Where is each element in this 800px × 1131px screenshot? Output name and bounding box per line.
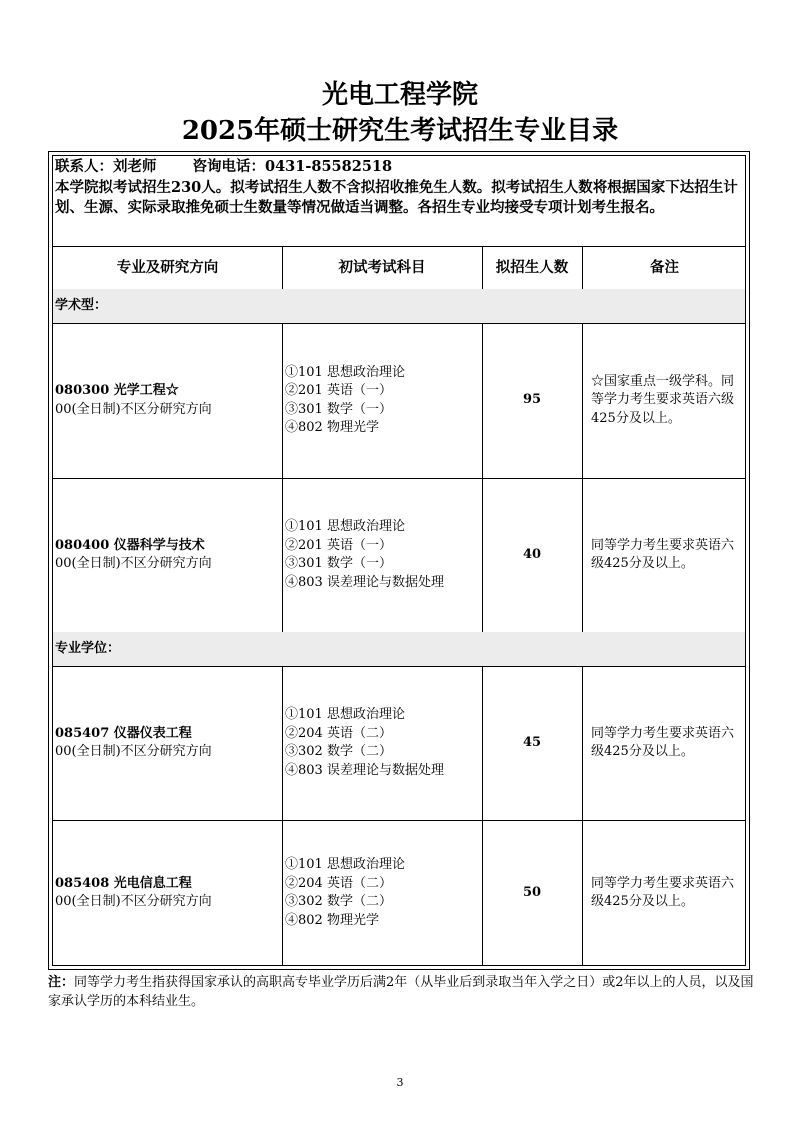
subject-item: ③301 数学（一） [285,401,392,417]
note-text: 同等学力考生要求英语六级425分及以上。 [591,725,735,759]
major-direction: 00(全日制)不区分研究方向 [55,556,212,571]
footnote [48,973,754,1011]
column-line [582,666,583,966]
table-row-major [55,820,280,966]
subject-item: ④802 物理光学 [285,912,379,928]
subject-item: ③301 数学（一） [285,556,392,571]
contact-phone: 咨询电话：0431-85582518 [192,158,393,175]
intro-block [55,157,747,219]
subject-item: ③302 数学（二） [285,894,392,909]
table-row-major [55,666,280,820]
subject-item: ④803 误差理论与数据处理 [285,762,444,778]
table-row-major [55,323,280,478]
page-title: 光电工程学院 [321,80,478,110]
intro-text: 本学院拟考试招生230人。拟考试招生人数不含拟招收推免生人数。拟考试招生人数将根据国家下达招生计划、生源、实际录取推免硕士生数量等情况做适当调整。各招生专业均接受专项计划考生报名。 [55,178,738,216]
enrollment-count: 95 [522,392,542,408]
major-name: 080300 光学工程☆ [55,383,179,398]
note-text: 同等学力考生要求英语六级425分及以上。 [591,875,735,909]
header-count: 拟招生人数 [495,259,569,276]
major-direction: 00(全日制)不区分研究方向 [55,894,212,909]
table-row-note [591,666,743,820]
subject-item: ②201 英语（一） [285,383,392,398]
subject-item: ②204 英语（二） [285,725,392,741]
major-name: 085407 仪器仪表工程 [55,725,192,741]
major-direction: 00(全日制)不区分研究方向 [55,401,212,417]
footnote-label: 注： [48,975,75,990]
table-row-subjects [285,820,480,966]
major-name: 080400 仪器科学与技术 [55,537,205,553]
subject-item: ①101 思想政治理论 [285,364,405,380]
contact-person: 联系人：刘老师 [55,158,157,175]
subject-item: ④802 物理光学 [285,420,379,435]
note-text: 同等学力考生要求英语六级425分及以上。 [591,537,735,571]
catalog-table [52,155,746,966]
subject-item: ①101 思想政治理论 [285,519,405,534]
major-direction: 00(全日制)不区分研究方向 [55,744,212,759]
enrollment-count: 45 [522,734,542,750]
column-line [282,666,283,966]
table-row-major [55,478,280,632]
table-row-subjects [285,666,480,820]
subject-item: ③302 数学（二） [285,744,392,759]
header-subjects: 初试考试科目 [338,259,426,276]
subject-item: ②201 英语（一） [285,537,392,553]
footnote-text: 同等学力考生指获得国家承认的高职高专毕业学历后满2年（从毕业后到录取当年入学之日）或2年以上的人员，以及国家承认学历的本科结业生。 [48,975,754,1009]
section-band-professional [53,632,745,666]
contact-line [55,157,747,178]
note-text: ☆国家重点一级学科。同等学力考生要求英语六级425分及以上。 [591,373,735,426]
enrollment-count: 50 [522,884,542,900]
column-line [282,323,283,632]
table-row-subjects [285,323,480,478]
table-row-note [591,820,743,966]
catalog-table-frame [48,151,750,970]
major-name: 085408 光电信息工程 [55,875,192,891]
header-note: 备注 [650,259,679,276]
table-row-subjects [285,478,480,632]
subject-item: ①101 思想政治理论 [285,857,405,872]
column-line [582,323,583,632]
section-label-professional: 专业学位： [55,641,121,656]
table-row-note [591,478,743,632]
section-band-academic [53,289,745,323]
subject-item: ④803 误差理论与数据处理 [285,574,444,590]
page-number: 3 [396,1076,404,1089]
table-row-note [591,323,743,478]
enrollment-count: 40 [522,546,542,562]
header-major: 专业及研究方向 [116,259,219,276]
section-label-academic: 学术型： [55,298,108,313]
page-subtitle: 2025年硕士研究生考试招生专业目录 [181,116,619,146]
subject-item: ②204 英语（二） [285,875,392,891]
subject-item: ①101 思想政治理论 [285,707,405,722]
